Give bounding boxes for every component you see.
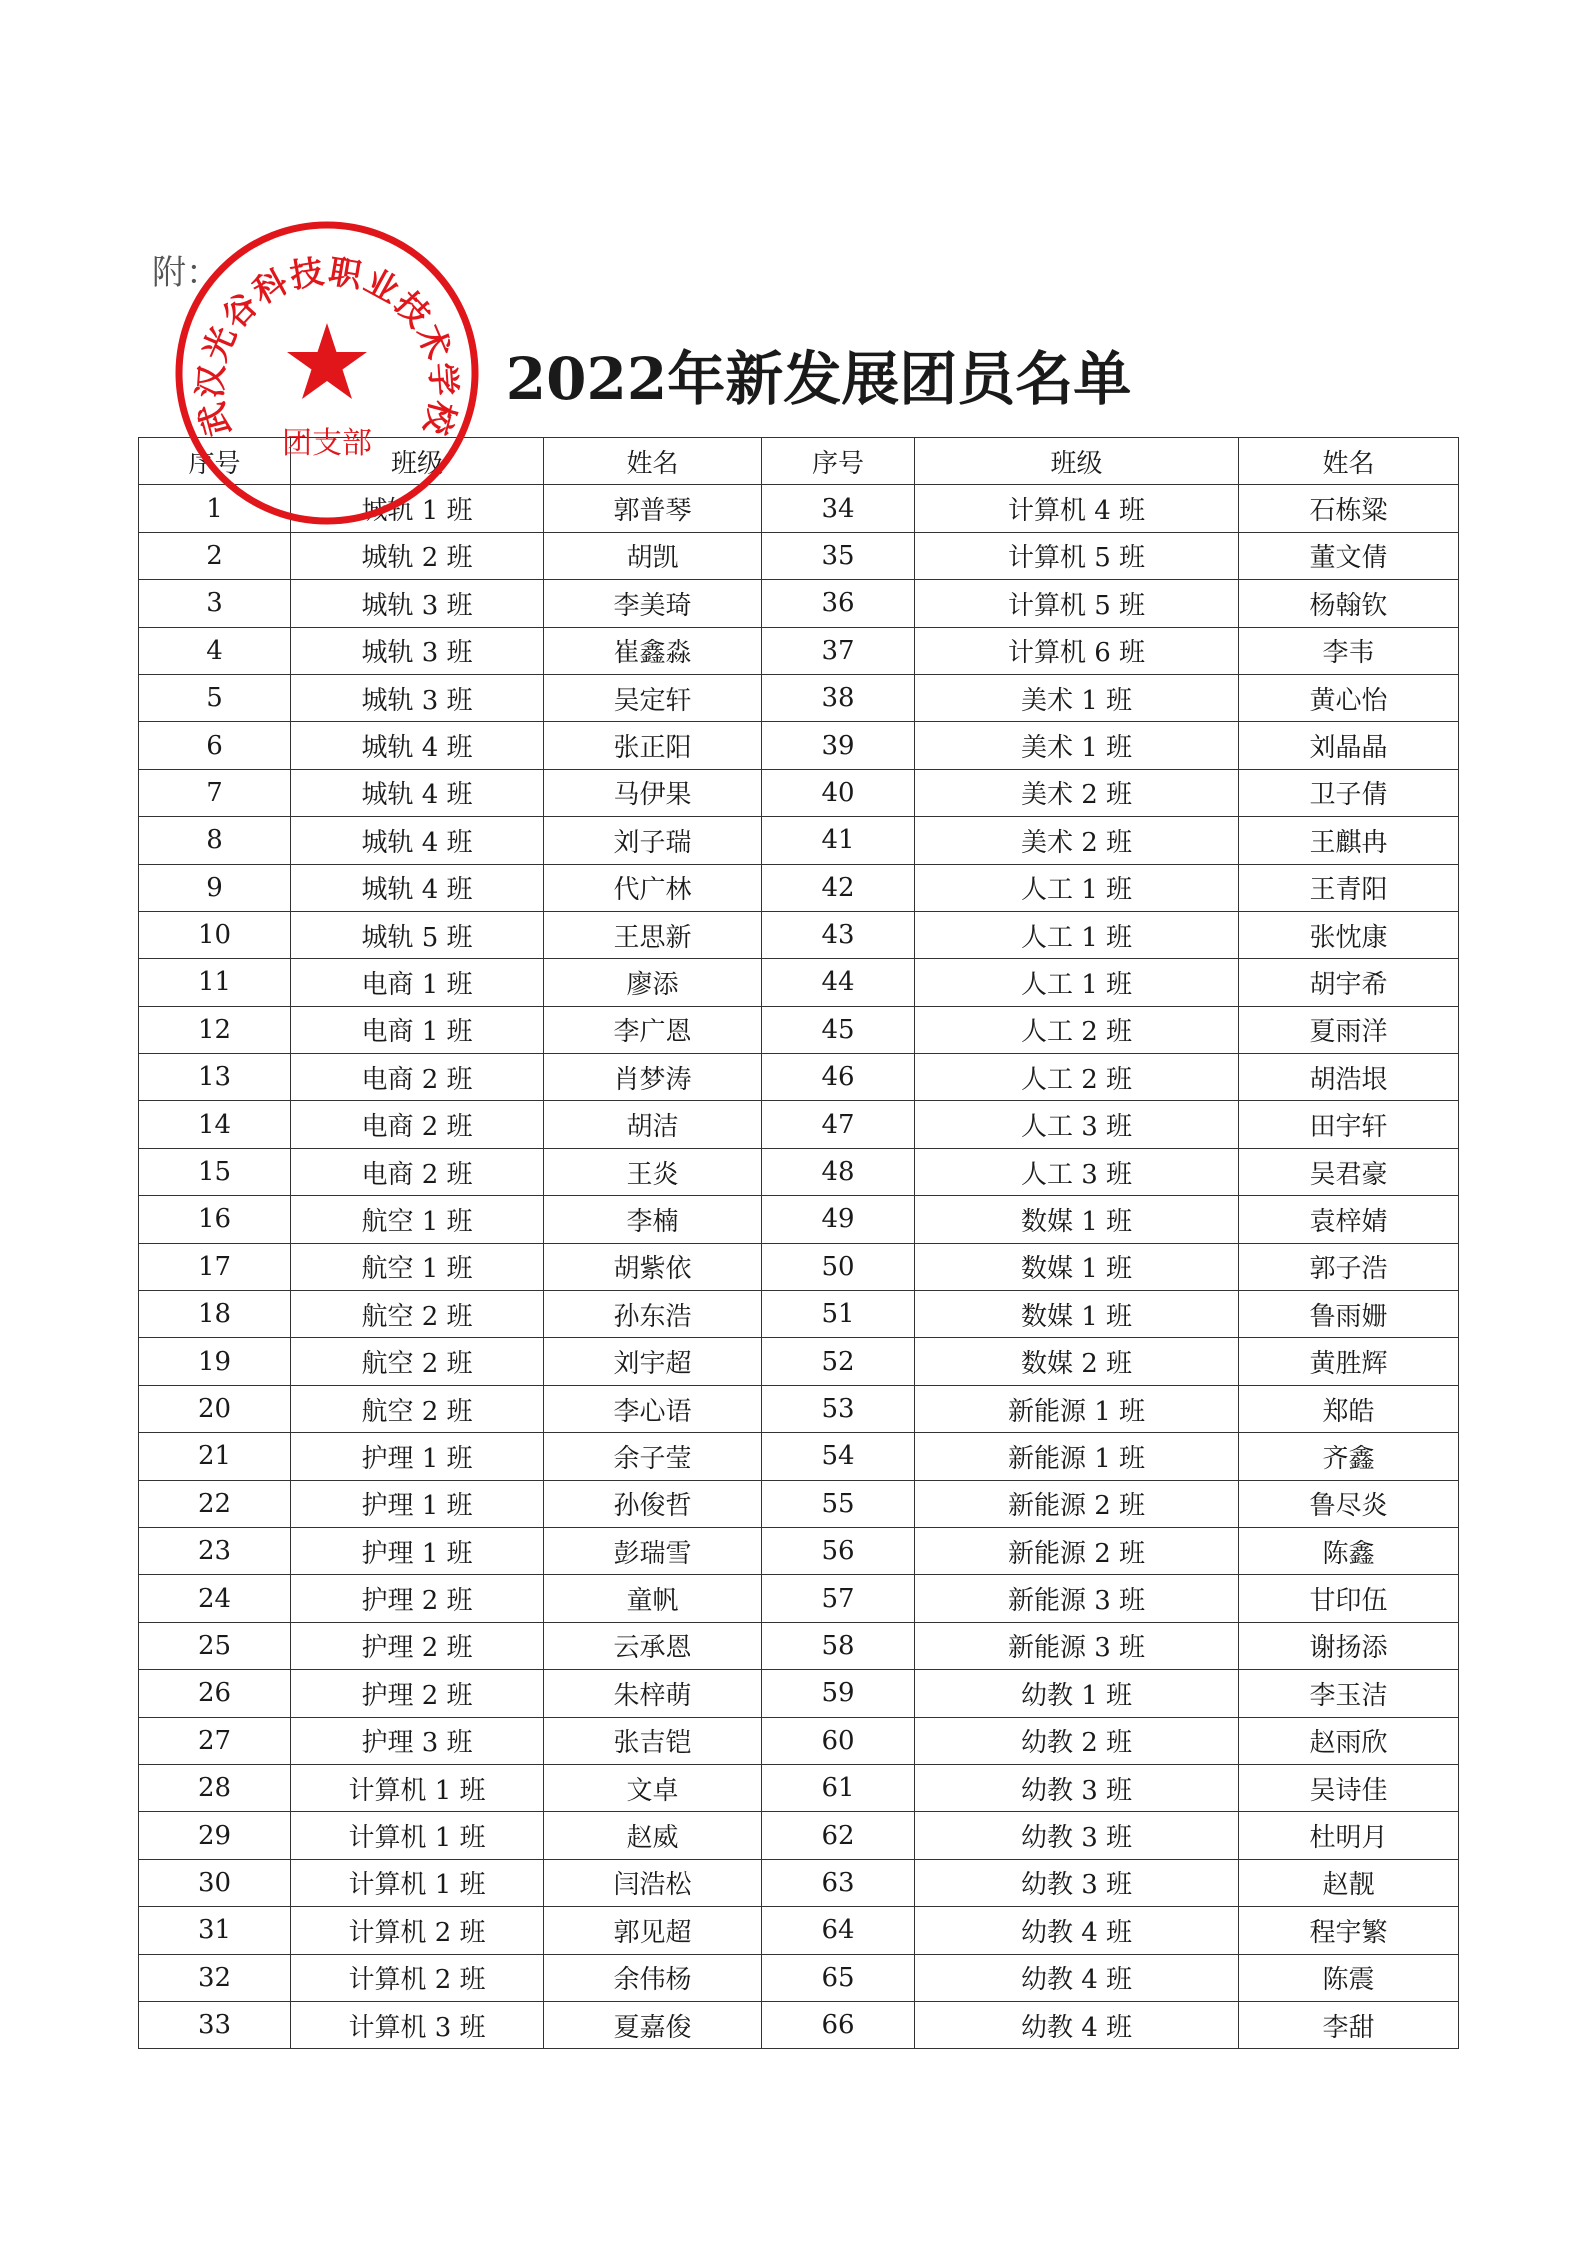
row-index: 43: [762, 911, 915, 958]
table-row: [139, 769, 1459, 816]
seal-org-text: 武汉光谷科技职业技术学校: [190, 251, 464, 441]
row-index: 37: [762, 627, 915, 674]
row-class: 计算机 3 班: [291, 2001, 544, 2048]
row-class: 护理 3 班: [291, 1717, 544, 1764]
row-index: 14: [139, 1101, 291, 1148]
row-name: 鲁雨姗: [1239, 1291, 1459, 1338]
row-name: 文卓: [544, 1764, 762, 1811]
row-name: 李美琦: [544, 580, 762, 627]
row-name: 甘印伍: [1239, 1575, 1459, 1622]
row-class: 人工 1 班: [915, 864, 1239, 911]
row-index: 35: [762, 532, 915, 579]
row-index: 9: [139, 864, 291, 911]
row-name: 闫浩松: [544, 1859, 762, 1906]
row-index: 7: [139, 769, 291, 816]
row-index: 62: [762, 1812, 915, 1859]
row-index: 52: [762, 1338, 915, 1385]
row-class: 幼教 3 班: [915, 1812, 1239, 1859]
table-row: [139, 864, 1459, 911]
member-roster-table: [138, 437, 1459, 2049]
row-index: 13: [139, 1054, 291, 1101]
row-class: 幼教 4 班: [915, 1907, 1239, 1954]
row-index: 34: [762, 485, 915, 532]
header-name: 姓名: [544, 438, 762, 485]
row-class: 计算机 5 班: [915, 532, 1239, 579]
row-index: 25: [139, 1622, 291, 1669]
row-index: 18: [139, 1291, 291, 1338]
row-class: 计算机 2 班: [291, 1907, 544, 1954]
row-name: 云承恩: [544, 1622, 762, 1669]
row-class: 美术 2 班: [915, 769, 1239, 816]
row-class: 城轨 4 班: [291, 722, 544, 769]
row-class: 城轨 4 班: [291, 817, 544, 864]
row-index: 26: [139, 1670, 291, 1717]
row-class: 新能源 3 班: [915, 1622, 1239, 1669]
row-class: 城轨 1 班: [291, 485, 544, 532]
row-class: 数媒 1 班: [915, 1291, 1239, 1338]
row-name: 胡凯: [544, 532, 762, 579]
table-header-row: [139, 438, 1459, 485]
row-index: 31: [139, 1907, 291, 1954]
row-name: 吴君豪: [1239, 1148, 1459, 1195]
row-index: 33: [139, 2001, 291, 2048]
row-class: 电商 2 班: [291, 1054, 544, 1101]
row-index: 3: [139, 580, 291, 627]
row-index: 53: [762, 1385, 915, 1432]
row-class: 护理 2 班: [291, 1622, 544, 1669]
row-index: 10: [139, 911, 291, 958]
row-name: 童帆: [544, 1575, 762, 1622]
row-name: 黄心怡: [1239, 674, 1459, 721]
table-body: [139, 485, 1459, 2049]
row-name: 彭瑞雪: [544, 1527, 762, 1574]
row-name: 赵威: [544, 1812, 762, 1859]
row-name: 刘子瑞: [544, 817, 762, 864]
row-class: 城轨 3 班: [291, 580, 544, 627]
row-class: 护理 2 班: [291, 1670, 544, 1717]
row-name: 李甜: [1239, 2001, 1459, 2048]
row-name: 余伟杨: [544, 1954, 762, 2001]
row-index: 29: [139, 1812, 291, 1859]
table-row: [139, 627, 1459, 674]
table-row: [139, 485, 1459, 532]
attachment-label: 附：: [152, 253, 220, 293]
row-class: 护理 1 班: [291, 1480, 544, 1527]
row-name: 王炎: [544, 1148, 762, 1195]
row-class: 航空 2 班: [291, 1385, 544, 1432]
row-index: 48: [762, 1148, 915, 1195]
row-index: 2: [139, 532, 291, 579]
row-class: 城轨 4 班: [291, 769, 544, 816]
row-class: 新能源 3 班: [915, 1575, 1239, 1622]
row-class: 人工 2 班: [915, 1054, 1239, 1101]
row-name: 肖梦涛: [544, 1054, 762, 1101]
row-name: 赵雨欣: [1239, 1717, 1459, 1764]
row-name: 鲁尽炎: [1239, 1480, 1459, 1527]
row-index: 57: [762, 1575, 915, 1622]
table-row: [139, 1243, 1459, 1290]
row-name: 张忱康: [1239, 911, 1459, 958]
row-index: 56: [762, 1527, 915, 1574]
row-index: 27: [139, 1717, 291, 1764]
row-name: 李玉洁: [1239, 1670, 1459, 1717]
row-name: 李楠: [544, 1196, 762, 1243]
row-name: 李韦: [1239, 627, 1459, 674]
row-name: 郑皓: [1239, 1385, 1459, 1432]
row-class: 幼教 2 班: [915, 1717, 1239, 1764]
row-index: 22: [139, 1480, 291, 1527]
row-class: 计算机 1 班: [291, 1764, 544, 1811]
row-class: 电商 2 班: [291, 1148, 544, 1195]
row-name: 田宇轩: [1239, 1101, 1459, 1148]
table-row: [139, 1907, 1459, 1954]
row-index: 32: [139, 1954, 291, 2001]
table-row: [139, 1054, 1459, 1101]
header-name: 姓名: [1239, 438, 1459, 485]
row-name: 胡紫依: [544, 1243, 762, 1290]
row-name: 刘晶晶: [1239, 722, 1459, 769]
row-index: 64: [762, 1907, 915, 1954]
row-index: 45: [762, 1006, 915, 1053]
table-row: [139, 1670, 1459, 1717]
table-row: [139, 2001, 1459, 2048]
row-name: 赵靓: [1239, 1859, 1459, 1906]
row-class: 计算机 1 班: [291, 1812, 544, 1859]
row-class: 人工 3 班: [915, 1148, 1239, 1195]
row-name: 李广恩: [544, 1006, 762, 1053]
row-index: 28: [139, 1764, 291, 1811]
seal-dept-text: 团支部: [282, 426, 372, 461]
row-class: 人工 1 班: [915, 911, 1239, 958]
row-name: 齐鑫: [1239, 1433, 1459, 1480]
row-class: 幼教 4 班: [915, 2001, 1239, 2048]
row-name: 马伊果: [544, 769, 762, 816]
row-index: 44: [762, 959, 915, 1006]
table-row: [139, 817, 1459, 864]
row-class: 美术 1 班: [915, 722, 1239, 769]
row-index: 46: [762, 1054, 915, 1101]
table-row: [139, 532, 1459, 579]
row-index: 41: [762, 817, 915, 864]
row-class: 电商 1 班: [291, 959, 544, 1006]
table-row: [139, 1433, 1459, 1480]
row-class: 人工 1 班: [915, 959, 1239, 1006]
table-row: [139, 580, 1459, 627]
row-index: 54: [762, 1433, 915, 1480]
table-row: [139, 1338, 1459, 1385]
table-row: [139, 1385, 1459, 1432]
row-class: 电商 1 班: [291, 1006, 544, 1053]
row-index: 5: [139, 674, 291, 721]
table-row: [139, 1622, 1459, 1669]
row-index: 21: [139, 1433, 291, 1480]
row-class: 新能源 2 班: [915, 1480, 1239, 1527]
row-index: 19: [139, 1338, 291, 1385]
header-index: 序号: [139, 438, 291, 485]
row-name: 郭普琴: [544, 485, 762, 532]
row-name: 董文倩: [1239, 532, 1459, 579]
row-name: 刘宇超: [544, 1338, 762, 1385]
row-name: 陈鑫: [1239, 1527, 1459, 1574]
row-name: 孙俊哲: [544, 1480, 762, 1527]
row-class: 幼教 3 班: [915, 1764, 1239, 1811]
row-index: 38: [762, 674, 915, 721]
row-class: 人工 3 班: [915, 1101, 1239, 1148]
row-index: 30: [139, 1859, 291, 1906]
table-row: [139, 1575, 1459, 1622]
row-index: 39: [762, 722, 915, 769]
row-class: 计算机 4 班: [915, 485, 1239, 532]
table-row: [139, 1006, 1459, 1053]
row-name: 郭子浩: [1239, 1243, 1459, 1290]
row-index: 17: [139, 1243, 291, 1290]
row-name: 朱梓萌: [544, 1670, 762, 1717]
row-name: 崔鑫淼: [544, 627, 762, 674]
row-class: 人工 2 班: [915, 1006, 1239, 1053]
table-row: [139, 1196, 1459, 1243]
table-row: [139, 1291, 1459, 1338]
row-class: 美术 1 班: [915, 674, 1239, 721]
row-class: 幼教 1 班: [915, 1670, 1239, 1717]
row-name: 黄胜辉: [1239, 1338, 1459, 1385]
row-index: 50: [762, 1243, 915, 1290]
row-class: 航空 2 班: [291, 1338, 544, 1385]
row-index: 1: [139, 485, 291, 532]
row-index: 66: [762, 2001, 915, 2048]
table-row: [139, 1954, 1459, 2001]
row-class: 新能源 1 班: [915, 1385, 1239, 1432]
row-index: 58: [762, 1622, 915, 1669]
row-name: 程宇繁: [1239, 1907, 1459, 1954]
row-class: 美术 2 班: [915, 817, 1239, 864]
row-index: 42: [762, 864, 915, 911]
row-name: 王青阳: [1239, 864, 1459, 911]
table-row: [139, 1717, 1459, 1764]
row-name: 石栋粱: [1239, 485, 1459, 532]
row-index: 65: [762, 1954, 915, 2001]
row-name: 杨翰钦: [1239, 580, 1459, 627]
row-name: 王麒冉: [1239, 817, 1459, 864]
row-name: 张正阳: [544, 722, 762, 769]
row-name: 王思新: [544, 911, 762, 958]
page-title: 2022年新发展团员名单: [505, 345, 1132, 413]
table-row: [139, 959, 1459, 1006]
table-row: [139, 911, 1459, 958]
row-index: 59: [762, 1670, 915, 1717]
row-index: 24: [139, 1575, 291, 1622]
row-index: 23: [139, 1527, 291, 1574]
row-class: 数媒 1 班: [915, 1243, 1239, 1290]
row-class: 城轨 2 班: [291, 532, 544, 579]
row-index: 20: [139, 1385, 291, 1432]
row-index: 63: [762, 1859, 915, 1906]
table-row: [139, 1764, 1459, 1811]
row-name: 李心语: [544, 1385, 762, 1432]
table-row: [139, 1101, 1459, 1148]
row-name: 余子莹: [544, 1433, 762, 1480]
row-index: 55: [762, 1480, 915, 1527]
row-class: 护理 1 班: [291, 1433, 544, 1480]
row-name: 卫子倩: [1239, 769, 1459, 816]
row-index: 6: [139, 722, 291, 769]
row-class: 航空 1 班: [291, 1243, 544, 1290]
row-class: 数媒 1 班: [915, 1196, 1239, 1243]
row-index: 47: [762, 1101, 915, 1148]
row-class: 计算机 2 班: [291, 1954, 544, 2001]
row-class: 航空 1 班: [291, 1196, 544, 1243]
row-index: 4: [139, 627, 291, 674]
row-index: 16: [139, 1196, 291, 1243]
row-class: 新能源 2 班: [915, 1527, 1239, 1574]
header-class: 班级: [291, 438, 544, 485]
row-class: 城轨 5 班: [291, 911, 544, 958]
row-name: 郭见超: [544, 1907, 762, 1954]
row-name: 袁梓婧: [1239, 1196, 1459, 1243]
row-name: 张吉铠: [544, 1717, 762, 1764]
table-row: [139, 1480, 1459, 1527]
row-name: 胡宇希: [1239, 959, 1459, 1006]
table-row: [139, 1859, 1459, 1906]
table-row: [139, 722, 1459, 769]
row-class: 城轨 3 班: [291, 674, 544, 721]
row-name: 夏嘉俊: [544, 2001, 762, 2048]
row-index: 8: [139, 817, 291, 864]
row-class: 幼教 3 班: [915, 1859, 1239, 1906]
row-index: 49: [762, 1196, 915, 1243]
row-class: 护理 1 班: [291, 1527, 544, 1574]
row-index: 40: [762, 769, 915, 816]
row-class: 护理 2 班: [291, 1575, 544, 1622]
row-index: 12: [139, 1006, 291, 1053]
table-row: [139, 1527, 1459, 1574]
table-row: [139, 674, 1459, 721]
row-name: 吴定轩: [544, 674, 762, 721]
row-name: 孙东浩: [544, 1291, 762, 1338]
row-index: 51: [762, 1291, 915, 1338]
header-class: 班级: [915, 438, 1239, 485]
row-class: 幼教 4 班: [915, 1954, 1239, 2001]
row-name: 廖添: [544, 959, 762, 1006]
row-class: 城轨 4 班: [291, 864, 544, 911]
header-index: 序号: [762, 438, 915, 485]
row-class: 数媒 2 班: [915, 1338, 1239, 1385]
row-class: 计算机 6 班: [915, 627, 1239, 674]
row-class: 电商 2 班: [291, 1101, 544, 1148]
row-name: 夏雨洋: [1239, 1006, 1459, 1053]
row-index: 11: [139, 959, 291, 1006]
row-class: 新能源 1 班: [915, 1433, 1239, 1480]
row-index: 61: [762, 1764, 915, 1811]
table-row: [139, 1148, 1459, 1195]
row-name: 代广林: [544, 864, 762, 911]
row-name: 胡洁: [544, 1101, 762, 1148]
row-class: 计算机 1 班: [291, 1859, 544, 1906]
row-index: 60: [762, 1717, 915, 1764]
row-name: 谢扬添: [1239, 1622, 1459, 1669]
row-name: 吴诗佳: [1239, 1764, 1459, 1811]
table-row: [139, 1812, 1459, 1859]
row-index: 36: [762, 580, 915, 627]
row-index: 15: [139, 1148, 291, 1195]
row-class: 城轨 3 班: [291, 627, 544, 674]
row-name: 杜明月: [1239, 1812, 1459, 1859]
row-name: 胡浩垠: [1239, 1054, 1459, 1101]
row-class: 计算机 5 班: [915, 580, 1239, 627]
row-name: 陈震: [1239, 1954, 1459, 2001]
row-class: 航空 2 班: [291, 1291, 544, 1338]
